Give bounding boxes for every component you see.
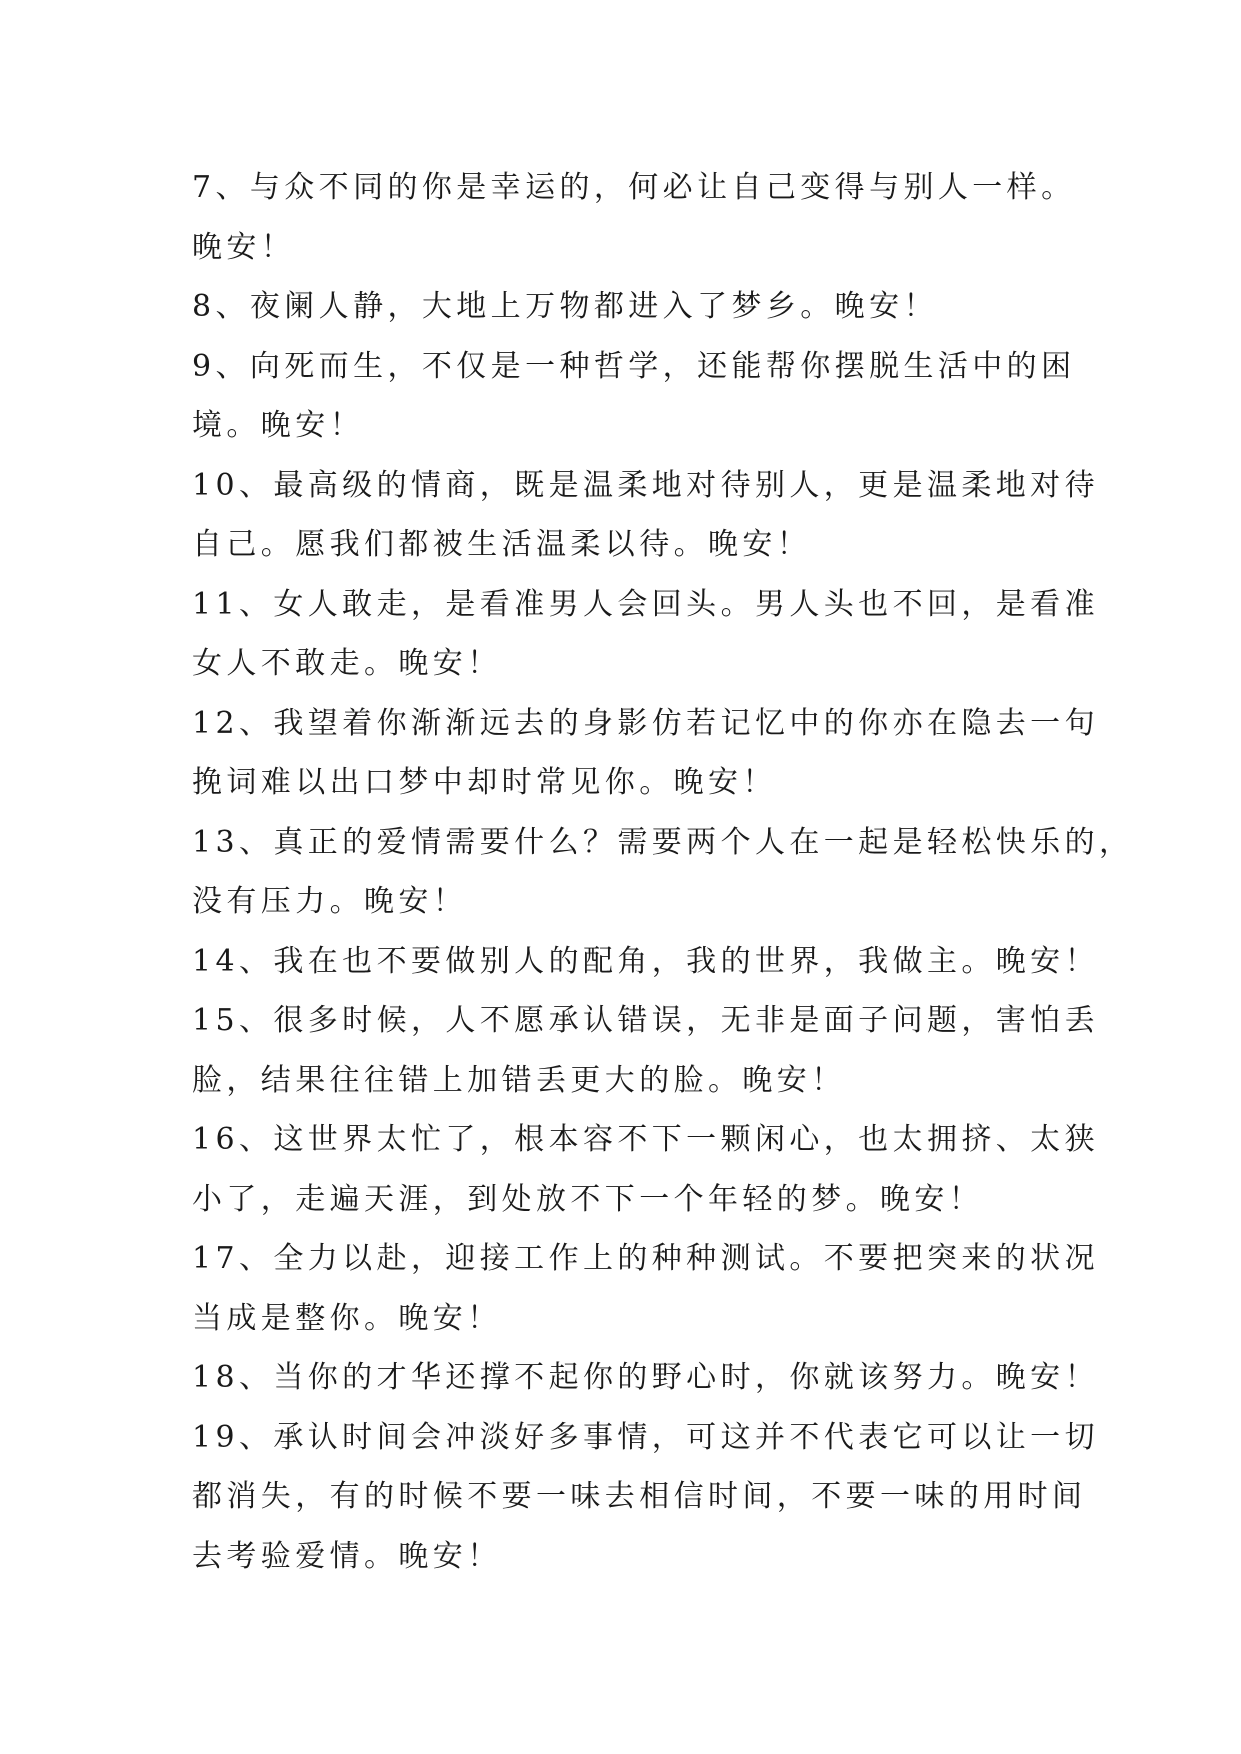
paragraph-17 xyxy=(192,1229,1099,1348)
paragraph-9 xyxy=(192,337,1076,456)
paragraph-line: 14、我在也不要做别人的配角，我的世界，我做主。晚安！ xyxy=(192,943,1099,979)
paragraph-18 xyxy=(192,1348,1099,1408)
paragraph-line: 9、向死而生，不仅是一种哲学，还能帮你摆脱生活中的困 xyxy=(192,348,1076,384)
paragraph-10 xyxy=(192,456,1099,575)
paragraph-line: 脸，结果往往错上加错丢更大的脸。晚安！ xyxy=(192,1062,846,1098)
document-body xyxy=(192,158,1134,1586)
paragraph-line: 小了，走遍天涯，到处放不下一个年轻的梦。晚安！ xyxy=(192,1181,984,1217)
paragraph-line: 8、夜阑人静，大地上万物都进入了梦乡。晚安！ xyxy=(192,289,938,324)
paragraph-line: 11、女人敢走，是看准男人会回头。男人头也不回，是看准 xyxy=(192,586,1099,622)
paragraph-7 xyxy=(192,158,1076,277)
paragraph-line: 16、这世界太忙了，根本容不下一颗闲心，也太拥挤、太狭 xyxy=(192,1122,1099,1157)
paragraph-line: 7、与众不同的你是幸运的，何必让自己变得与别人一样。 xyxy=(192,170,1076,205)
paragraph-line: 自己。愿我们都被生活温柔以待。晚安！ xyxy=(192,527,812,562)
paragraph-line: 17、全力以赴，迎接工作上的种种测试。不要把突来的状况 xyxy=(192,1241,1099,1276)
paragraph-12 xyxy=(192,694,1099,813)
paragraph-line: 15、很多时候，人不愿承认错误，无非是面子问题，害怕丢 xyxy=(192,1003,1099,1038)
paragraph-line: 挽词难以出口梦中却时常见你。晚安！ xyxy=(192,765,777,800)
paragraph-line: 晚安！ xyxy=(192,229,296,265)
paragraph-16 xyxy=(192,1110,1099,1229)
paragraph-line: 女人不敢走。晚安！ xyxy=(192,646,502,681)
paragraph-line: 13、真正的爱情需要什么？需要两个人在一起是轻松快乐的， xyxy=(192,824,1134,860)
paragraph-line: 19、承认时间会冲淡好多事情，可这并不代表它可以让一切 xyxy=(192,1419,1099,1455)
paragraph-15 xyxy=(192,991,1099,1110)
paragraph-line: 没有压力。晚安！ xyxy=(192,884,468,919)
paragraph-14 xyxy=(192,932,1099,992)
paragraph-line: 境。晚安！ xyxy=(192,408,364,443)
paragraph-8 xyxy=(192,277,1072,337)
paragraph-line: 都消失，有的时候不要一味去相信时间，不要一味的用时间 xyxy=(192,1479,1087,1514)
paragraph-line: 18、当你的才华还撑不起你的野心时，你就该努力。晚安！ xyxy=(192,1360,1099,1395)
paragraph-line: 10、最高级的情商，既是温柔地对待别人，更是温柔地对待 xyxy=(192,467,1099,503)
paragraph-11 xyxy=(192,575,1099,694)
paragraph-13 xyxy=(192,813,1134,932)
paragraph-19 xyxy=(192,1408,1099,1587)
paragraph-line: 当成是整你。晚安！ xyxy=(192,1300,502,1336)
paragraph-line: 去考验爱情。晚安！ xyxy=(192,1538,502,1574)
paragraph-line: 12、我望着你渐渐远去的身影仿若记忆中的你亦在隐去一句 xyxy=(192,705,1099,741)
